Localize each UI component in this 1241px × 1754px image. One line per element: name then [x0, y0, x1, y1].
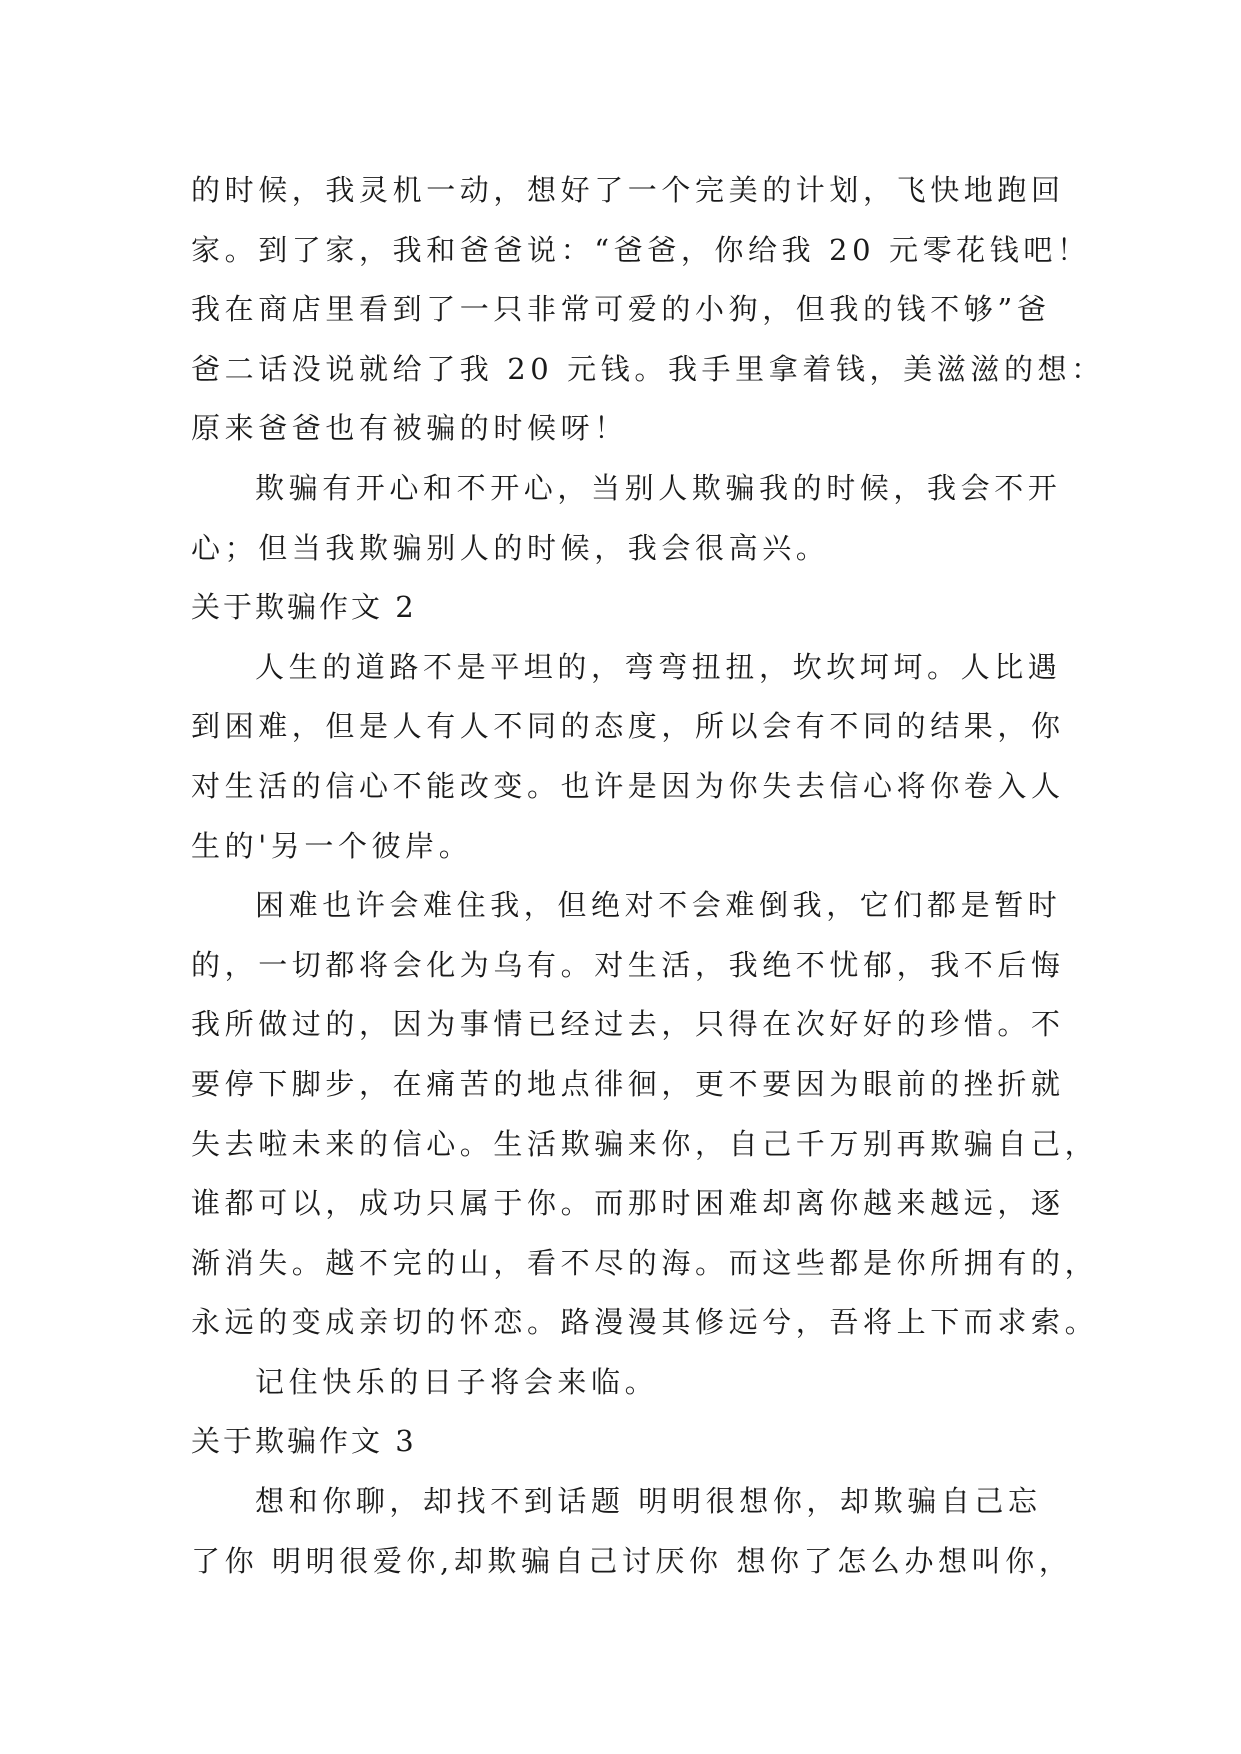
document-body	[191, 161, 1105, 1591]
paragraph-line: 的时候，我灵机一动，想好了一个完美的计划，飞快地跑回	[191, 173, 1065, 207]
paragraph-line: 我所做过的，因为事情已经过去，只得在次好好的珍惜。不	[191, 1007, 1065, 1042]
paragraph-line: 想和你聊，却找不到话题 明明很想你，却欺骗自己忘	[255, 1484, 1042, 1519]
paragraph-line: 欺骗有开心和不开心，当别人欺骗我的时候，我会不开	[255, 470, 1062, 505]
paragraph-line: 家。到了家，我和爸爸说：“爸爸，你给我 20 元零花钱吧！	[191, 232, 1091, 267]
paragraph-line: 了你 明明很爱你,却欺骗自己讨厌你 想你了怎么办想叫你，	[191, 1543, 1073, 1578]
paragraph-line: 的，一切都将会化为乌有。对生活，我绝不忧郁，我不后悔	[191, 947, 1065, 982]
paragraph-line: 记住快乐的日子将会来临。	[255, 1364, 659, 1399]
paragraph-line: 失去啦未来的信心。生活欺骗来你，自己千万别再欺骗自己，	[191, 1126, 1099, 1161]
paragraph-line: 心；但当我欺骗别人的时候，我会很高兴。	[191, 530, 830, 565]
paragraph-line: 渐消失。越不完的山，看不尽的海。而这些都是你所拥有的，	[191, 1245, 1099, 1280]
paragraph-line: 生的'另一个彼岸。	[191, 828, 473, 863]
paragraph-line: 对生活的信心不能改变。也许是因为你失去信心将你卷入人	[191, 768, 1065, 803]
paragraph-line: 人生的道路不是平坦的，弯弯扭扭，坎坎坷坷。人比遇	[255, 649, 1062, 684]
paragraph-line: 我在商店里看到了一只非常可爱的小狗，但我的钱不够”爸	[191, 292, 1051, 327]
paragraph-line: 谁都可以，成功只属于你。而那时困难却离你越来越远，逐	[191, 1186, 1065, 1221]
paragraph-line: 爸二话没说就给了我 20 元钱。我手里拿着钱，美滋滋的想：	[191, 351, 1105, 386]
paragraph-line: 到困难，但是人有人不同的态度，所以会有不同的结果，你	[191, 709, 1065, 744]
section-heading: 关于欺骗作文 2	[191, 590, 417, 625]
paragraph-line: 永远的变成亲切的怀恋。路漫漫其修远兮，吾将上下而求索。	[191, 1305, 1099, 1340]
section-heading: 关于欺骗作文 3	[191, 1424, 417, 1459]
paragraph-line: 困难也许会难住我，但绝对不会难倒我，它们都是暂时	[255, 888, 1062, 923]
paragraph-line: 原来爸爸也有被骗的时候呀！	[191, 411, 628, 446]
paragraph-line: 要停下脚步，在痛苦的地点徘徊，更不要因为眼前的挫折就	[191, 1066, 1065, 1101]
